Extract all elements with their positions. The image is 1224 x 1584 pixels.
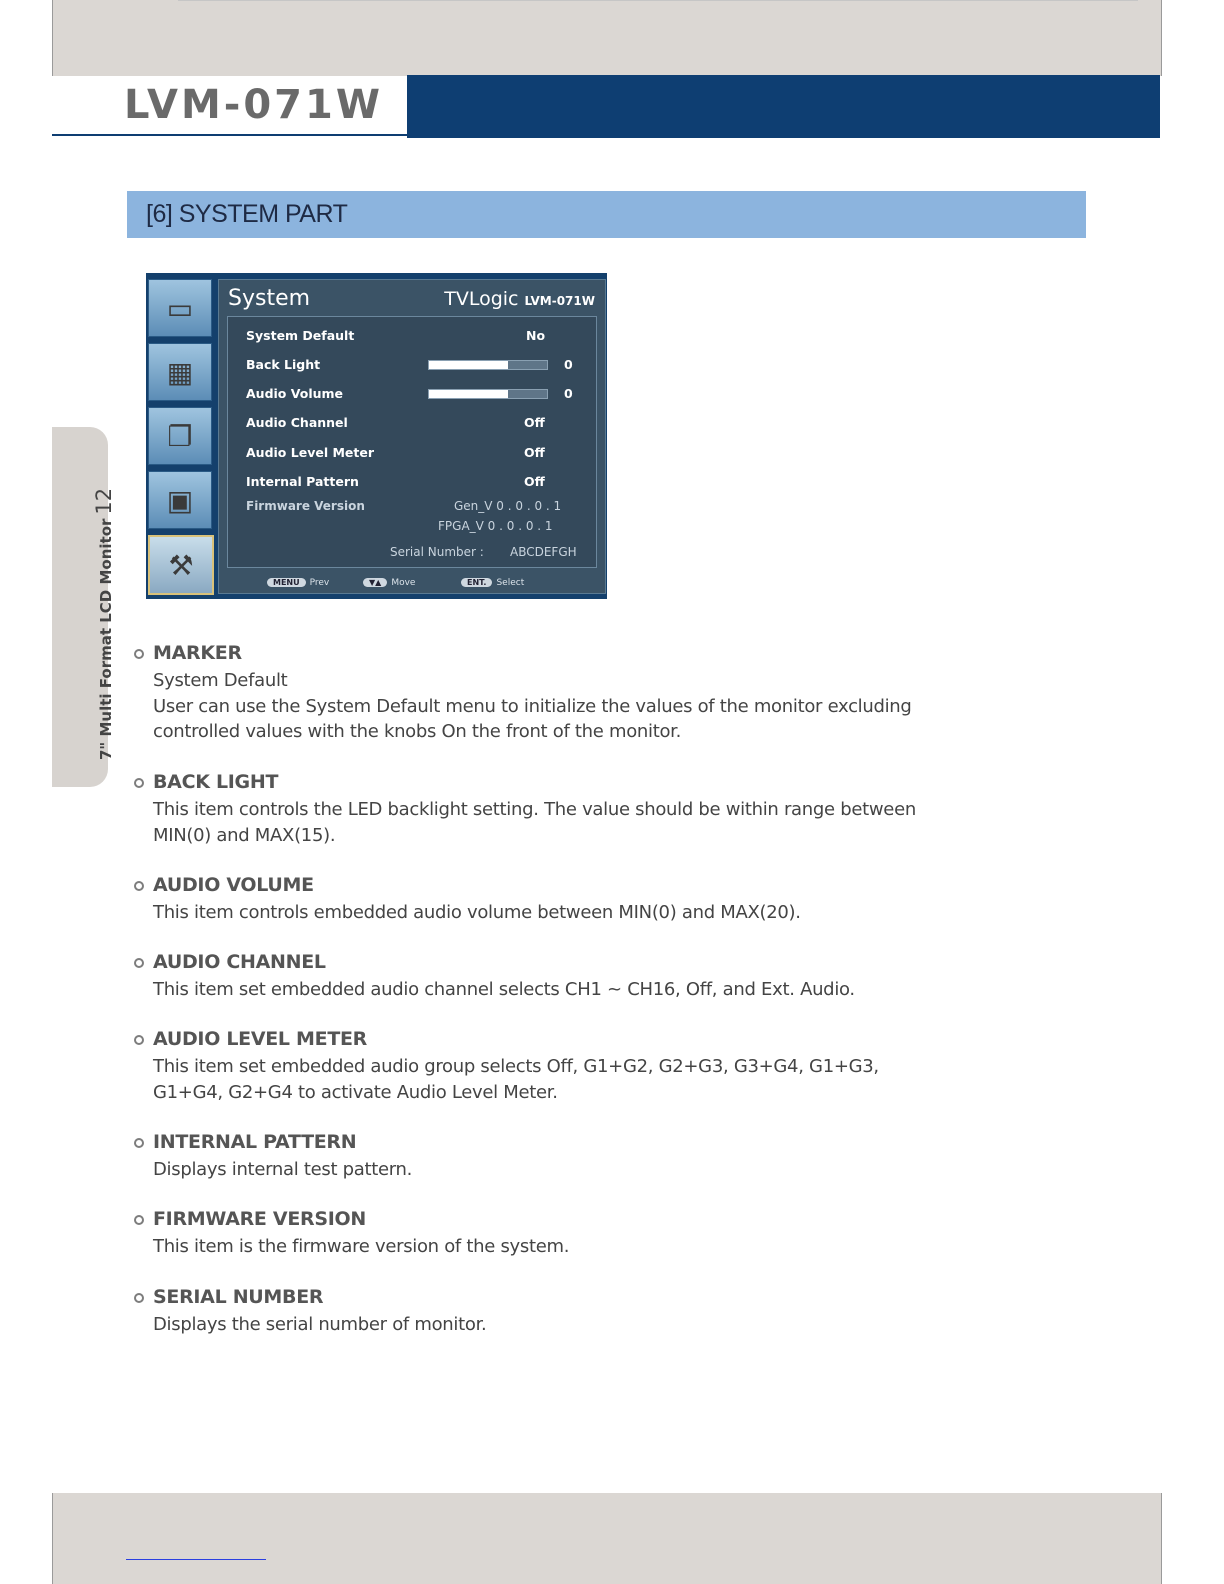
bullet-icon [134, 778, 144, 788]
item-title: AUDIO VOLUME [153, 874, 314, 896]
backlight-bar-fill [429, 361, 508, 369]
osd-menu [227, 316, 597, 568]
osd-footer-text: Prev [309, 578, 330, 588]
item-body: Displays internal test pattern. [153, 1159, 413, 1180]
section-header [127, 191, 1086, 238]
osd-screenshot [146, 273, 607, 599]
backlight-bar [428, 360, 548, 370]
header-blue-bar [407, 75, 1160, 138]
osd-row-value: 0 [564, 386, 573, 401]
model-logo: LVM-071W [124, 82, 383, 128]
audio-volume-bar-fill [429, 390, 508, 398]
osd-icon-column [148, 279, 214, 601]
bullet-icon [134, 1035, 144, 1045]
top-band-line [178, 0, 1138, 1]
osd-row-label: Audio Volume [246, 386, 344, 401]
bullet-icon [134, 958, 144, 968]
item-body: This item controls the LED backlight setting. The value should be within range between MIN(0) and MAX(15). [153, 799, 916, 846]
firmware-label: Firmware Version [246, 499, 365, 513]
item-title: BACK LIGHT [153, 771, 279, 793]
menu-key: MENU [267, 578, 306, 587]
display-icon: ❐ [148, 407, 212, 465]
item-title: INTERNAL PATTERN [153, 1131, 357, 1153]
item-body: This item set embedded audio channel selects CH1 ~ CH16, Off, and Ext. Audio. [153, 979, 855, 1000]
osd-footer-prev [267, 578, 329, 588]
arrow-keys: ▼▲ [363, 578, 387, 587]
osd-model: LVM-071W [524, 294, 595, 308]
osd-footer-text: Select [496, 578, 525, 588]
osd-row-value: 0 [564, 357, 573, 372]
audio-volume-bar [428, 389, 548, 399]
serial-value: ABCDEFGH [510, 545, 577, 559]
item-title: FIRMWARE VERSION [153, 1208, 366, 1230]
bullet-icon [134, 881, 144, 891]
tv-icon: ▣ [148, 471, 212, 529]
firmware-gen: Gen_V 0 . 0 . 0 . 1 [454, 499, 562, 513]
osd-panel [218, 279, 606, 594]
osd-footer-select [461, 578, 524, 588]
item-body: System Default User can use the System Default menu to initialize the values of the monitor excluding controlled values with the knobs On the front of the monitor. [153, 670, 912, 742]
serial-label: Serial Number : [390, 545, 484, 559]
bullet-icon [134, 1215, 144, 1225]
osd-row-value: No [526, 328, 546, 343]
osd-row-value: Off [524, 445, 545, 460]
osd-brand [444, 288, 595, 310]
item-body: This item set embedded audio group selects Off, G1+G2, G2+G3, G3+G4, G1+G3, G1+G4, G2+G4 to activate Audio Level Meter. [153, 1056, 879, 1103]
osd-brand-name: TVLogic [444, 288, 519, 310]
osd-row-value: Off [524, 474, 545, 489]
item-title: MARKER [153, 642, 242, 664]
bullet-icon [134, 649, 144, 659]
item-body: This item is the firmware version of the system. [153, 1236, 570, 1257]
logo-box [52, 76, 407, 136]
bottom-band [52, 1493, 1162, 1584]
section-title: [6] SYSTEM PART [146, 200, 348, 228]
osd-row-value: Off [524, 415, 545, 430]
osd-row-label: Audio Channel [246, 415, 348, 430]
top-band [52, 0, 1162, 76]
item-body: Displays the serial number of monitor. [153, 1314, 487, 1335]
item-body: This item controls embedded audio volume between MIN(0) and MAX(20). [153, 902, 801, 923]
monitor-icon: ▭ [148, 279, 212, 337]
osd-row-label: Internal Pattern [246, 474, 359, 489]
bullet-icon [134, 1138, 144, 1148]
ent-key: ENT. [461, 578, 492, 587]
osd-title: System [228, 286, 311, 311]
bottom-link-line [126, 1559, 266, 1560]
color-icon: ▦ [148, 343, 212, 401]
firmware-fpga: FPGA_V 0 . 0 . 0 . 1 [438, 519, 553, 533]
wrench-icon: ⚒ [148, 535, 214, 595]
osd-row-label: Audio Level Meter [246, 445, 374, 460]
osd-row-label: System Default [246, 328, 355, 343]
side-tab-label [92, 488, 116, 760]
bullet-icon [134, 1293, 144, 1303]
page-number: 12 [92, 487, 116, 515]
item-title: AUDIO LEVEL METER [153, 1028, 368, 1050]
item-title: SERIAL NUMBER [153, 1286, 324, 1308]
osd-row-label: Back Light [246, 357, 321, 372]
item-title: AUDIO CHANNEL [153, 951, 326, 973]
side-tab-title: 7" Multi Format LCD Monitor [97, 518, 115, 760]
osd-footer-move [363, 578, 415, 588]
osd-footer-text: Move [391, 578, 416, 588]
